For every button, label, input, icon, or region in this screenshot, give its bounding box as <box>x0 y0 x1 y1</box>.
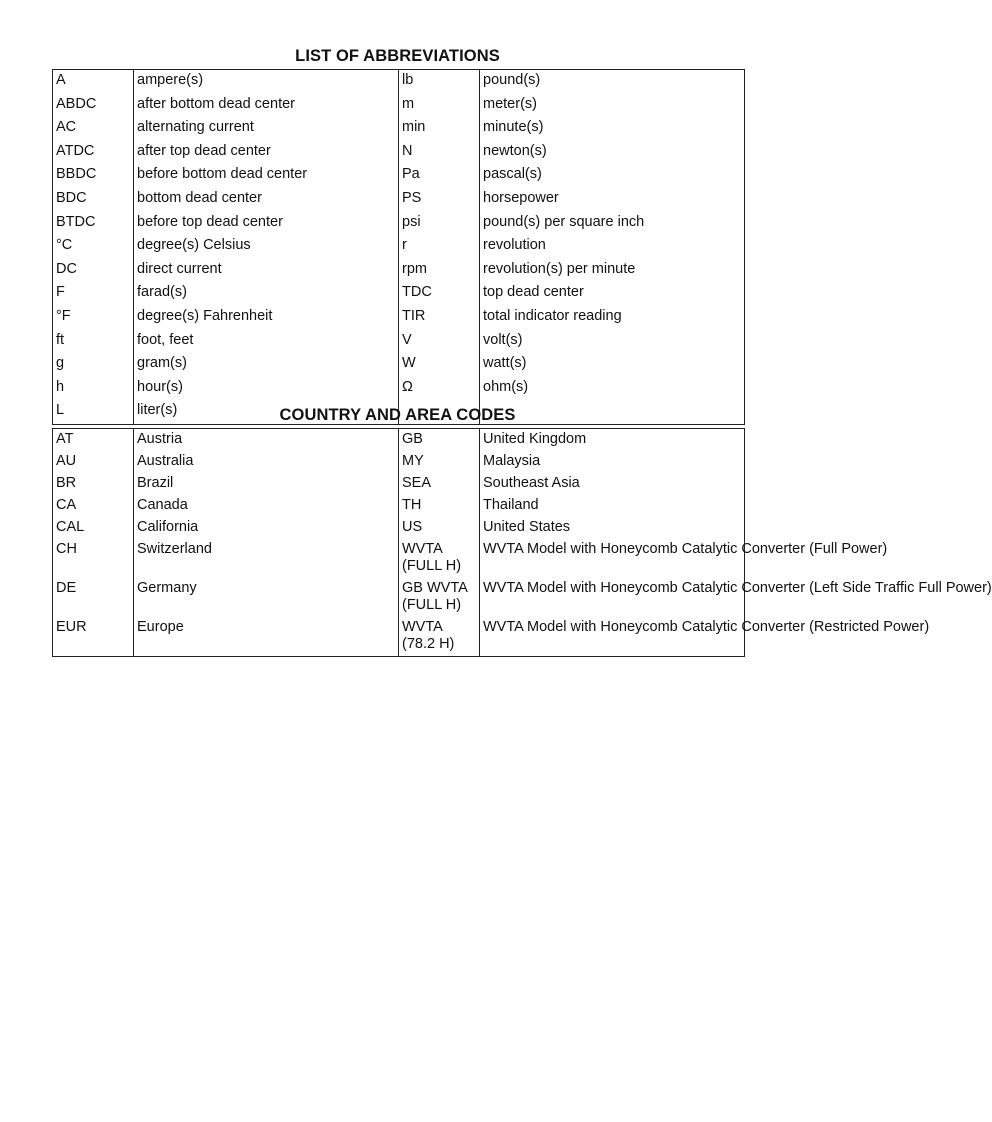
abbreviation-meaning: after bottom dead center <box>134 94 399 118</box>
abbreviation: g <box>53 353 134 377</box>
country-code: AT <box>53 429 134 452</box>
abbreviation: A <box>53 70 134 94</box>
abbreviation-meaning: pound(s) <box>480 70 745 94</box>
abbreviation: min <box>399 117 480 141</box>
country-name: Canada <box>134 495 399 517</box>
table-row <box>53 377 745 401</box>
abbreviation: PS <box>399 188 480 212</box>
table-row <box>53 212 745 236</box>
table-row <box>53 451 745 473</box>
country-code-text: GB WVTA (FULL H) <box>402 580 467 613</box>
country-name: Austria <box>134 429 399 452</box>
abbreviations-table <box>52 69 745 425</box>
country-code: AU <box>53 451 134 473</box>
abbreviation-meaning: gram(s) <box>134 353 399 377</box>
abbreviation: TIR <box>399 306 480 330</box>
country-area-codes-table <box>52 428 992 657</box>
country-code <box>399 539 480 578</box>
abbreviation-meaning: farad(s) <box>134 282 399 306</box>
country-name: California <box>134 517 399 539</box>
country-code <box>399 578 480 617</box>
country-code: BR <box>53 473 134 495</box>
country-name <box>480 617 930 657</box>
abbreviation: TDC <box>399 282 480 306</box>
abbreviation-meaning: revolution(s) per minute <box>480 259 745 283</box>
abbreviations-title: LIST OF ABBREVIATIONS <box>295 47 500 65</box>
country-name <box>480 578 992 617</box>
abbreviation-meaning: volt(s) <box>480 330 745 354</box>
abbreviation-meaning: ampere(s) <box>134 70 399 94</box>
country-code: DE <box>53 578 134 617</box>
abbreviation-meaning: meter(s) <box>480 94 745 118</box>
abbreviation: psi <box>399 212 480 236</box>
abbreviation: r <box>399 235 480 259</box>
table-row <box>53 429 745 452</box>
country-code: EUR <box>53 617 134 657</box>
abbreviation: m <box>399 94 480 118</box>
abbreviation: BBDC <box>53 164 134 188</box>
table-row <box>53 164 745 188</box>
abbreviation-meaning: top dead center <box>480 282 745 306</box>
abbreviation: h <box>53 377 134 401</box>
abbreviation-meaning: before top dead center <box>134 212 399 236</box>
abbreviation: rpm <box>399 259 480 283</box>
table-row <box>53 539 745 578</box>
country-name: Brazil <box>134 473 399 495</box>
abbreviation-meaning: pound(s) per square inch <box>480 212 745 236</box>
country-name <box>480 539 888 578</box>
abbreviation: V <box>399 330 480 354</box>
country-name-text: WVTA Model with Honeycomb Catalytic Converter (Restricted Power) <box>483 619 930 635</box>
country-code: GB <box>399 429 480 452</box>
abbreviation: AC <box>53 117 134 141</box>
abbreviation-meaning: degree(s) Celsius <box>134 235 399 259</box>
abbreviation: L <box>53 400 134 424</box>
country-name: United Kingdom <box>480 429 745 452</box>
abbreviation-meaning: before bottom dead center <box>134 164 399 188</box>
country-code: MY <box>399 451 480 473</box>
abbreviation: lb <box>399 70 480 94</box>
abbreviation: DC <box>53 259 134 283</box>
abbreviation: BDC <box>53 188 134 212</box>
table-row <box>53 517 745 539</box>
table-row <box>53 235 745 259</box>
table-row <box>53 617 745 657</box>
country-code: SEA <box>399 473 480 495</box>
abbreviation: ATDC <box>53 141 134 165</box>
abbreviation-meaning: degree(s) Fahrenheit <box>134 306 399 330</box>
country-code-text: WVTA (78.2 H) <box>402 619 455 652</box>
table-row <box>53 141 745 165</box>
country-name: Australia <box>134 451 399 473</box>
abbreviation-meaning: minute(s) <box>480 117 745 141</box>
table-row <box>53 473 745 495</box>
abbreviation-meaning: direct current <box>134 259 399 283</box>
abbreviation: F <box>53 282 134 306</box>
abbreviation: Ω <box>399 377 480 401</box>
abbreviation-meaning: after top dead center <box>134 141 399 165</box>
abbreviation-meaning: newton(s) <box>480 141 745 165</box>
country-name: Switzerland <box>134 539 399 578</box>
abbreviation: °C <box>53 235 134 259</box>
country-name: United States <box>480 517 745 539</box>
country-code: TH <box>399 495 480 517</box>
abbreviation-meaning: hour(s) <box>134 377 399 401</box>
table-row <box>53 578 745 617</box>
abbreviation-meaning: liter(s) <box>134 400 399 424</box>
abbreviation-meaning: ohm(s) <box>480 377 745 401</box>
abbreviation-meaning: pascal(s) <box>480 164 745 188</box>
table-row <box>53 188 745 212</box>
abbreviation-meaning: foot, feet <box>134 330 399 354</box>
country-code-text: WVTA (FULL H) <box>402 541 462 574</box>
country-name: Thailand <box>480 495 745 517</box>
abbreviation-meaning: watt(s) <box>480 353 745 377</box>
table-row <box>53 282 745 306</box>
abbreviation: BTDC <box>53 212 134 236</box>
table-row <box>53 94 745 118</box>
table-row <box>53 259 745 283</box>
abbreviation: N <box>399 141 480 165</box>
country-code: CA <box>53 495 134 517</box>
country-code: CH <box>53 539 134 578</box>
abbreviation-meaning: alternating current <box>134 117 399 141</box>
country-code: US <box>399 517 480 539</box>
country-name-text: WVTA Model with Honeycomb Catalytic Converter (Full Power) <box>483 541 888 557</box>
table-row <box>53 70 745 94</box>
table-row <box>53 117 745 141</box>
table-row <box>53 306 745 330</box>
country-name-text: WVTA Model with Honeycomb Catalytic Converter (Left Side Traffic Full Power) <box>483 580 992 596</box>
table-row <box>53 330 745 354</box>
abbreviation: Pa <box>399 164 480 188</box>
abbreviation-meaning: total indicator reading <box>480 306 745 330</box>
abbreviation: ABDC <box>53 94 134 118</box>
country-name: Southeast Asia <box>480 473 745 495</box>
country-name: Malaysia <box>480 451 745 473</box>
abbreviation: ft <box>53 330 134 354</box>
country-area-codes-title: COUNTRY AND AREA CODES <box>279 406 516 424</box>
country-name: Germany <box>134 578 399 617</box>
abbreviation: W <box>399 353 480 377</box>
table-row <box>53 495 745 517</box>
abbreviation-meaning: bottom dead center <box>134 188 399 212</box>
country-code <box>399 617 480 657</box>
abbreviation-meaning: horsepower <box>480 188 745 212</box>
abbreviation-meaning: revolution <box>480 235 745 259</box>
abbreviation: °F <box>53 306 134 330</box>
country-code: CAL <box>53 517 134 539</box>
table-row <box>53 353 745 377</box>
country-name: Europe <box>134 617 399 657</box>
